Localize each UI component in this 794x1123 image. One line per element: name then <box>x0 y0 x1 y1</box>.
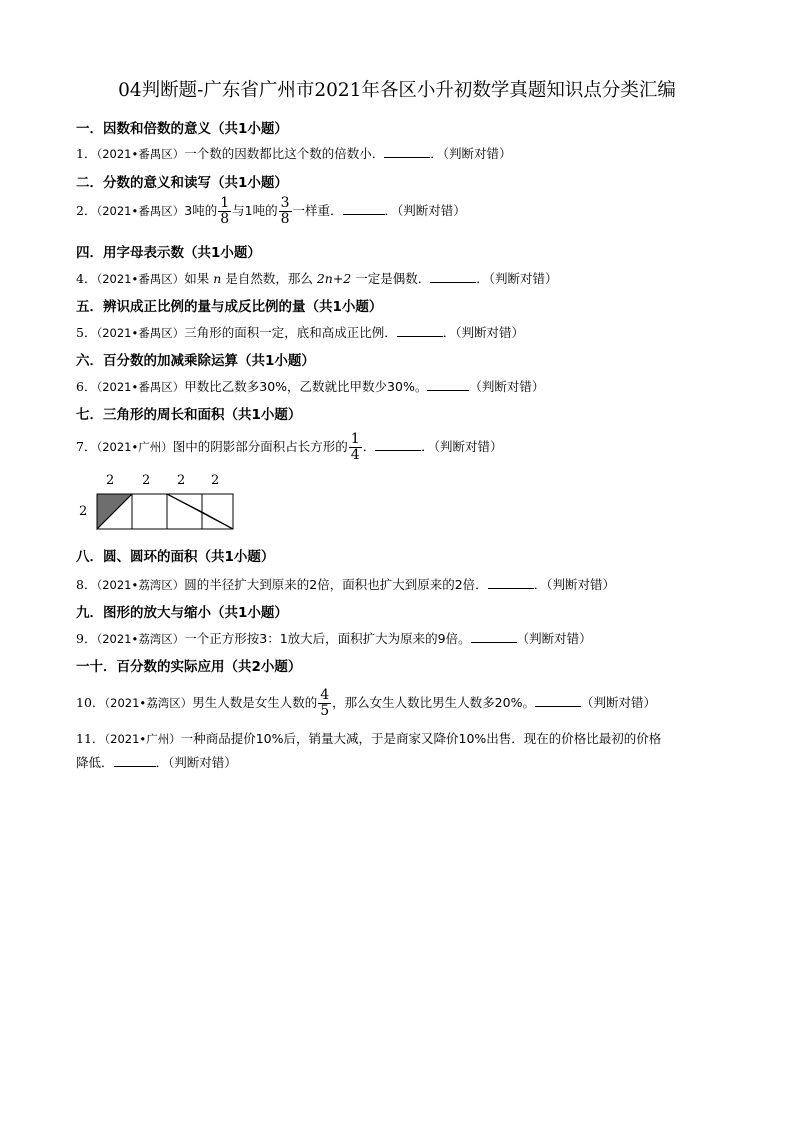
question-number: 2． <box>76 203 97 218</box>
question-number: 7． <box>76 439 97 454</box>
question-7: 7．（2021•广州）图中的阴影部分面积占长方形的 $\frac{1}{4}$ ． ．（判断对错） <box>76 431 503 463</box>
section-heading-triangle: 七．三角形的周长和面积（共1小题） <box>76 407 302 423</box>
question-source: （2021•荔湾区） <box>104 696 193 710</box>
question-text: 一个数的因数都比这个数的倍数小． <box>184 146 385 161</box>
question-number: 6． <box>76 379 97 394</box>
question-text: 一个正方形按3：1放大后，面积扩大为原来的9倍。 <box>184 631 471 646</box>
question-number: 8． <box>76 577 97 592</box>
question-number: 9． <box>76 631 97 646</box>
page-title: 04判断题-广东省广州市2021年各区小升初数学真题知识点分类汇编 <box>118 80 676 101</box>
question-4: 4．（2021•番禺区）如果 n 是自然数，那么 2n+2 一定是偶数． ．（判断对错） <box>76 271 558 286</box>
section-heading-factors: 一．因数和倍数的意义（共1小题） <box>76 121 288 137</box>
question-source: （2021•番禺区） <box>96 380 185 394</box>
top-label: 2 <box>142 473 151 488</box>
question-11 <box>76 729 661 747</box>
section-heading-letters: 四．用字母表示数（共1小题） <box>76 245 261 261</box>
question-11-continued: 降低． ．（判断对错） <box>76 755 237 770</box>
question-number: 11． <box>76 731 105 746</box>
side-label: 2 <box>79 504 88 519</box>
judge-label: （判断对错） <box>488 271 558 286</box>
question-number: 10． <box>76 695 105 710</box>
question-9 <box>76 629 592 647</box>
diagonal-line <box>167 494 233 529</box>
answer-blank[interactable] <box>535 695 581 707</box>
section-heading-proportion: 五．辨识成正比例的量与成反比例的量（共1小题） <box>76 299 383 315</box>
question-source: （2021•荔湾区） <box>96 632 185 646</box>
answer-blank[interactable] <box>397 325 443 337</box>
section-heading-percent-apps: 一十．百分数的实际应用（共2小题） <box>76 659 302 675</box>
rectangle-diagram <box>96 493 236 533</box>
judge-label: （判断对错） <box>455 325 525 340</box>
question-text: 三角形的面积一定，底和高成正比例． <box>184 325 397 340</box>
question-source: （2021•番禺区） <box>96 326 185 340</box>
question-source: （2021•番禺区） <box>96 147 185 161</box>
fraction-3-8: $\frac{3}{8}$ <box>280 195 290 227</box>
section-heading-percent-ops: 六．百分数的加减乘除运算（共1小题） <box>76 353 315 369</box>
question-8: 8．（2021•荔湾区）圆的半径扩大到原来的2倍，面积也扩大到原来的2倍． ．（判断对错） <box>76 577 615 592</box>
judge-label: （判断对错） <box>546 577 615 592</box>
answer-blank[interactable] <box>343 203 385 215</box>
question-source: （2021•荔湾区） <box>96 578 185 592</box>
question-6 <box>76 377 544 395</box>
answer-blank[interactable] <box>384 146 430 158</box>
question-text: 图中的阴影部分面积占长方形的 <box>172 439 348 454</box>
fraction-1-4: $\frac{1}{4}$ <box>350 431 360 463</box>
top-label: 2 <box>211 473 220 488</box>
question-text: 一种商品提价10%后，销量大减，于是商家又降价10%出售．现在的价格比最初的价格 <box>180 731 662 746</box>
question-number: 5． <box>76 325 97 340</box>
judge-label: （判断对错） <box>433 439 503 454</box>
question-10: 10．（2021•荔湾区）男生人数是女生人数的 $\frac{4}{5}$ ，那么女生人数比男生人数多20%。 （判断对错） <box>76 687 656 719</box>
answer-blank[interactable] <box>488 577 534 589</box>
answer-blank[interactable] <box>427 379 469 391</box>
section-heading-fractions: 二．分数的意义和读写（共1小题） <box>76 175 288 191</box>
question-text: 甲数比乙数多30%，乙数就比甲数少30%。 <box>184 379 428 394</box>
judge-label: （判断对错） <box>469 379 545 394</box>
section-heading-scaling: 九．图形的放大与缩小（共1小题） <box>76 605 288 621</box>
rectangle-figure <box>76 473 246 533</box>
question-source: （2021•广州） <box>96 440 173 454</box>
answer-blank[interactable] <box>114 755 156 767</box>
judge-label: （判断对错） <box>580 695 656 710</box>
judge-label: （判断对错） <box>516 631 592 646</box>
answer-blank[interactable] <box>471 631 517 643</box>
judge-label: （判断对错） <box>168 755 237 770</box>
fraction-4-5: $\frac{4}{5}$ <box>320 687 330 719</box>
question-source: （2021•番禺区） <box>96 204 185 218</box>
top-label: 2 <box>177 473 186 488</box>
section-heading-circle: 八．圆、圆环的面积（共1小题） <box>76 549 275 565</box>
question-number: 1． <box>76 146 97 161</box>
top-label: 2 <box>106 473 115 488</box>
answer-blank[interactable] <box>430 271 476 283</box>
judge-label: （判断对错） <box>397 203 466 218</box>
answer-blank[interactable] <box>375 439 421 451</box>
judge-label: （判断对错） <box>442 146 512 161</box>
question-source: （2021•番禺区） <box>96 272 185 286</box>
question-source: （2021•广州） <box>104 732 181 746</box>
question-2: 2．（2021•番禺区）3吨的 $\frac{1}{8}$ 与1吨的 $\frac{3}{8}$ 一样重． ．（判断对错） <box>76 195 466 227</box>
question-5: 5．（2021•番禺区）三角形的面积一定，底和高成正比例． ．（判断对错） <box>76 325 525 340</box>
question-number: 4． <box>76 271 97 286</box>
fraction-1-8: $\frac{1}{8}$ <box>220 195 230 227</box>
question-text: 圆的半径扩大到原来的2倍，面积也扩大到原来的2倍． <box>184 577 488 592</box>
question-1: 1．（2021•番禺区）一个数的因数都比这个数的倍数小． ．（判断对错） <box>76 146 512 161</box>
